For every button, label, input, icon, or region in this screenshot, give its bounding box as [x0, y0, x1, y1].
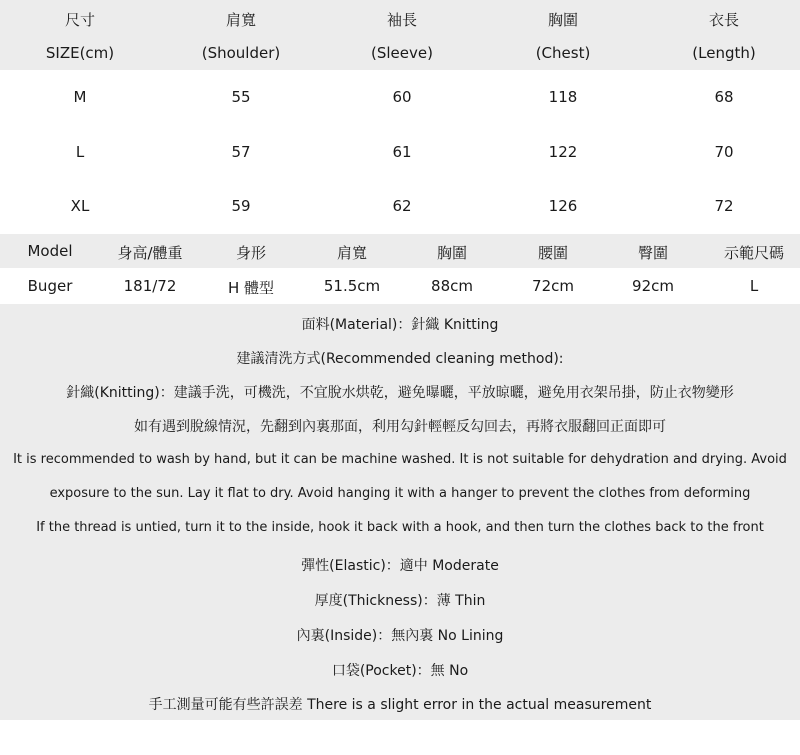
measurement-note: 手工測量可能有些許誤差 There is a slight error in the actual measurement [148, 697, 652, 713]
wash-instructions-en-2: exposure to the sun. Lay it flat to dry. Avoid hanging it with a hanger to prevent the clothes from deforming [49, 486, 751, 501]
chest-cell: 118 [548, 88, 578, 106]
chest-cell: 126 [548, 197, 578, 215]
length-cell: 70 [714, 143, 734, 161]
thickness-line: 厚度(Thickness)：薄 Thin [314, 593, 486, 609]
model-height-weight: 181/72 [123, 277, 177, 295]
size-row-m [0, 88, 800, 110]
header-chest-zh: 胸圍 [547, 11, 579, 29]
size-cell: XL [70, 197, 90, 215]
model-header-height-weight: 身高/體重 [117, 244, 183, 262]
model-row [0, 268, 800, 304]
header-sleeve-zh: 袖長 [386, 11, 418, 29]
model-shoulder: 51.5cm [323, 277, 381, 295]
chest-cell: 122 [548, 143, 578, 161]
size-table-header [0, 0, 800, 70]
model-header-shoulder: 肩寬 [336, 244, 368, 262]
header-shoulder-en: (Shoulder) [201, 44, 281, 62]
header-shoulder-zh: 肩寬 [225, 11, 257, 29]
header-chest-en: (Chest) [535, 44, 591, 62]
length-cell: 72 [714, 197, 734, 215]
inside-line: 內裏(Inside)：無內裏 No Lining [296, 628, 504, 644]
model-table-header [0, 234, 800, 268]
model-chest: 88cm [431, 277, 473, 295]
size-cell: M [73, 88, 87, 106]
model-header-body-type: 身形 [235, 244, 267, 262]
model-size: L [749, 277, 759, 295]
sleeve-cell: 61 [392, 143, 412, 161]
pocket-line: 口袋(Pocket)：無 No [331, 663, 469, 679]
size-row-xl [0, 197, 800, 219]
model-header-chest: 胸圍 [436, 244, 468, 262]
model-waist: 72cm [532, 277, 574, 295]
length-cell: 68 [714, 88, 734, 106]
header-sleeve-en: (Sleeve) [371, 44, 433, 62]
model-header-waist: 腰圍 [537, 244, 569, 262]
elastic-line: 彈性(Elastic)：適中 Moderate [301, 558, 499, 574]
shoulder-cell: 55 [231, 88, 251, 106]
size-row-l [0, 143, 800, 165]
model-header-size: 示範尺碼 [723, 244, 785, 262]
shoulder-cell: 59 [231, 197, 251, 215]
thread-repair-en: If the thread is untied, turn it to the inside, hook it back with a hook, and then turn the clothes back to the front [36, 520, 764, 535]
knitting-care-zh: 針織(Knitting)：建議手洗，可機洗，不宜脫水烘乾，避免曝曬，平放晾曬，避免用衣架吊掛，防止衣物變形 [66, 385, 734, 401]
model-header-model: Model [27, 242, 73, 260]
header-length-zh: 衣長 [708, 11, 740, 29]
product-info-block [0, 304, 800, 720]
material-line: 面料(Material)：針織 Knitting [301, 317, 499, 333]
model-header-hip: 臀圍 [637, 244, 669, 262]
sleeve-cell: 60 [392, 88, 412, 106]
cleaning-title: 建議清洗方式(Recommended cleaning method): [236, 351, 564, 367]
header-length-en: (Length) [692, 44, 756, 62]
sleeve-cell: 62 [392, 197, 412, 215]
wash-instructions-en-1: It is recommended to wash by hand, but it can be machine washed. It is not suitable for dehydration and drying. Avoid [13, 452, 787, 467]
header-size-zh: 尺寸 [64, 11, 96, 29]
model-body-type: H 體型 [227, 279, 275, 297]
model-name: Buger [27, 277, 73, 295]
shoulder-cell: 57 [231, 143, 251, 161]
size-cell: L [75, 143, 85, 161]
header-size-en: SIZE(cm) [45, 44, 115, 62]
thread-repair-zh: 如有遇到脫線情況，先翻到內裏那面，利用勾針輕輕反勾回去，再將衣服翻回正面即可 [134, 419, 666, 435]
model-hip: 92cm [632, 277, 674, 295]
